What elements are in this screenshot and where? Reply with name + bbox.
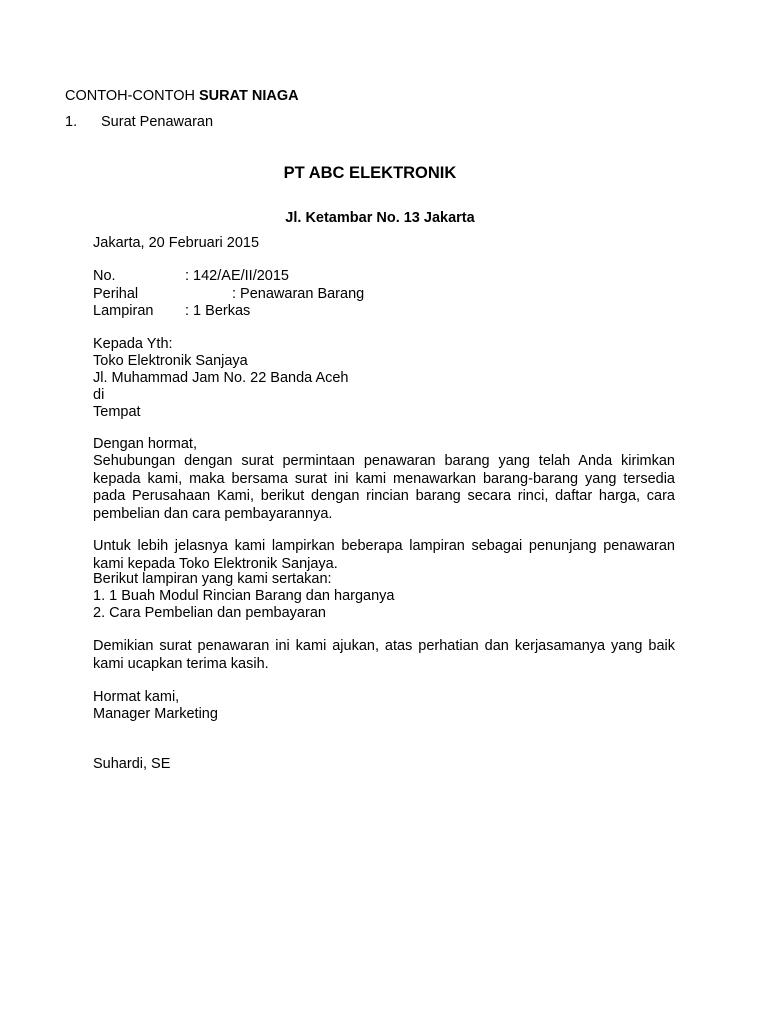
- recipient-place: Tempat: [93, 404, 141, 420]
- meta-lampiran-label: Lampiran: [93, 303, 154, 319]
- attachment-item-2: 2. Cara Pembelian dan pembayaran: [93, 605, 326, 621]
- header-prefix: CONTOH-CONTOH: [65, 88, 199, 104]
- attachment-intro: Berikut lampiran yang kami sertakan:: [93, 571, 332, 587]
- place-date: Jakarta, 20 Februari 2015: [93, 235, 260, 251]
- attachment-item-1: 1. 1 Buah Modul Rincian Barang dan harganya: [93, 588, 395, 604]
- meta-perihal-label: Perihal: [93, 286, 139, 302]
- company-address: Jl. Ketambar No. 13 Jakarta: [285, 210, 475, 226]
- signer-name: Suhardi, SE: [93, 756, 171, 772]
- closing-paragraph: Demikian surat penawaran ini kami ajukan, atas perhatian dan kerjasamanya yang baik kami ucapkan terima kasih.: [93, 638, 675, 672]
- recipient-address: Jl. Muhammad Jam No. 22 Banda Aceh: [93, 370, 349, 386]
- meta-perihal-value: : Penawaran Barang: [232, 286, 365, 302]
- greeting: Dengan hormat,: [93, 436, 197, 452]
- header-bold: SURAT NIAGA: [199, 88, 299, 104]
- body-paragraph-1: Sehubungan dengan surat permintaan penawaran barang yang telah Anda kirimkan kepada kami, maka bersama surat ini kami menawarkan barang-barang yang tersedia pada Perusahaan Kami, berikut dengan rincian barang secara rinci, daftar harga, cara pembelian dan cara pembayarannya.: [93, 453, 675, 522]
- meta-lampiran-value: : 1 Berkas: [185, 303, 251, 319]
- meta-no-label: No.: [93, 268, 116, 284]
- recipient-di: di: [93, 387, 105, 403]
- company-name: PT ABC ELEKTRONIK: [283, 164, 457, 182]
- meta-no-value: : 142/AE/II/2015: [185, 268, 289, 284]
- signoff-regards: Hormat kami,: [93, 689, 180, 705]
- recipient-salutation: Kepada Yth:: [93, 336, 173, 352]
- signoff-position: Manager Marketing: [93, 706, 218, 722]
- body-paragraph-2: Untuk lebih jelasnya kami lampirkan beberapa lampiran sebagai penunjang penawaran kami kepada Toko Elektronik Sanjaya.: [93, 538, 675, 572]
- section-title: Surat Penawaran: [101, 114, 214, 130]
- section-number: 1.: [65, 114, 78, 130]
- page-header: [65, 88, 299, 105]
- recipient-name: Toko Elektronik Sanjaya: [93, 353, 248, 369]
